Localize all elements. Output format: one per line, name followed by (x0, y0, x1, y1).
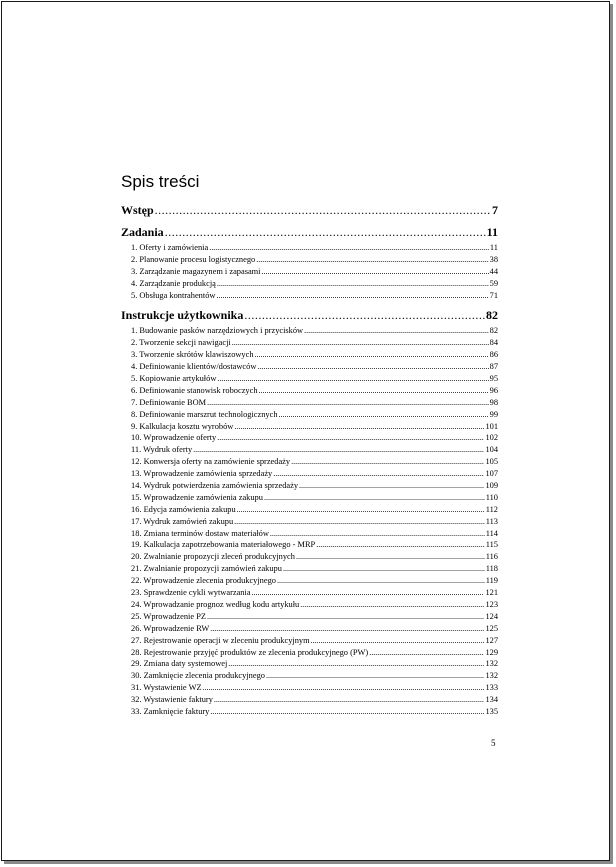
toc-subsection[interactable] (121, 647, 498, 659)
toc-leader-dots (296, 551, 485, 563)
toc-leader-dots (256, 254, 488, 266)
toc-subsection[interactable] (121, 492, 498, 504)
toc-subsection[interactable] (121, 278, 498, 290)
toc-chapter-title: Zadania (121, 225, 164, 239)
toc-leader-dots (259, 385, 489, 397)
toc-subsection-page: 104 (485, 445, 498, 455)
toc-leader-dots (279, 409, 489, 421)
toc-subsection[interactable] (121, 670, 498, 682)
toc-chapter[interactable] (121, 202, 498, 218)
toc-subsection-page: 119 (485, 576, 498, 586)
toc-leader-dots (264, 492, 485, 504)
toc-subsection[interactable] (121, 575, 498, 587)
toc-subsection-title: 18. Zmiana terminów dostaw materiałów (131, 528, 269, 538)
toc-subsection-page: 112 (485, 504, 498, 514)
toc-subsection-title: 3. Zarządzanie magazynem i zapasami (131, 266, 261, 276)
toc-subsection-title: 2. Planowanie procesu logistycznego (131, 254, 256, 264)
toc-subsection-title: 15. Wprowadzenie zamówienia zakupu (131, 492, 263, 502)
toc-leader-dots (207, 397, 488, 409)
toc-subsection-title: 30. Zamknięcie zlecenia produkcyjnego (131, 671, 265, 681)
toc-subsection-page: 116 (485, 552, 498, 562)
toc-subsection[interactable] (121, 635, 498, 647)
toc-leader-dots (270, 528, 485, 540)
toc-chapter-page: 7 (492, 203, 498, 217)
toc-subsection-page: 98 (489, 397, 498, 407)
toc-subsection[interactable] (121, 468, 498, 480)
toc-leader-dots (273, 468, 484, 480)
toc-subsection-title: 16. Edycja zamówienia zakupu (131, 504, 236, 514)
toc-subsection-page: 127 (485, 635, 498, 645)
toc-leader-dots (262, 266, 489, 278)
toc-subsection[interactable] (121, 432, 498, 444)
toc-subsection-page: 121 (485, 588, 498, 598)
toc-leader-dots (266, 670, 484, 682)
toc-subsection-page: 118 (485, 564, 498, 574)
toc-subsection[interactable] (121, 551, 498, 563)
toc-subsection[interactable] (121, 337, 498, 349)
toc-subsection-title: 33. Zamknięcie faktury (131, 706, 210, 716)
toc-subsection[interactable] (121, 254, 498, 266)
toc-subsection-page: 95 (489, 374, 498, 384)
toc-subsection-page: 123 (485, 599, 498, 609)
toc-subsection-title: 4. Definiowanie klientów/dostawców (131, 362, 257, 372)
toc-subsection-page: 134 (485, 695, 498, 705)
toc-leader-dots (228, 658, 484, 670)
document-page (1, 1, 610, 861)
toc-subsection[interactable] (121, 528, 498, 540)
toc-leader-dots (316, 539, 485, 551)
toc-title: Spis treści (121, 172, 200, 191)
toc-chapter[interactable] (121, 307, 498, 323)
toc-subsection-page: 84 (489, 338, 498, 348)
toc-subsection-page: 86 (489, 350, 498, 360)
toc-subsection-title: 9. Kalkulacja kosztu wyrobów (131, 421, 234, 431)
toc-subsection-page: 59 (489, 278, 498, 288)
toc-subsection-title: 1. Oferty i zamówienia (131, 243, 209, 252)
toc-subsection-page: 114 (485, 528, 498, 538)
toc-leader-dots (277, 575, 485, 587)
toc-subsection[interactable] (121, 480, 498, 492)
toc-subsection-page: 115 (485, 540, 498, 550)
toc-subsection-list (121, 325, 498, 717)
toc-subsection-title: 14. Wydruk potwierdzenia zamówienia sprzedaży (131, 481, 299, 491)
toc-leader-dots (299, 480, 484, 492)
toc-subsection-page: 107 (485, 469, 498, 479)
toc-subsection-title: 21. Zwalnianie propozycji zamówień zakupu (131, 564, 282, 574)
toc-subsection-title: 23. Sprawdzenie cykli wytwarzania (131, 588, 251, 598)
toc-subsection[interactable] (121, 623, 498, 635)
toc-subsection-title: 2. Tworzenie sekcji nawigacji (131, 338, 231, 348)
toc-chapter[interactable] (121, 224, 498, 240)
toc-leader-dots (193, 444, 484, 456)
toc-leader-dots (311, 635, 485, 647)
toc-subsection-title: 5. Kopiowanie artykułów (131, 374, 217, 384)
toc-leader-dots (217, 278, 489, 290)
toc-leader-dots (369, 647, 484, 659)
toc-subsection-page: 132 (485, 659, 498, 669)
toc-subsection-page: 124 (485, 611, 498, 621)
toc-subsection-page: 101 (485, 421, 498, 431)
toc-leader-dots (257, 361, 488, 373)
toc-body (121, 202, 498, 718)
toc-subsection-title: 29. Zmiana daty systemowej (131, 659, 228, 669)
page-number: 5 (491, 738, 496, 748)
toc-leader-dots (216, 290, 488, 302)
toc-subsection-title: 27. Rejestrowanie operacji w zleceniu produkcyjnym (131, 635, 310, 645)
toc-leader-dots (244, 307, 485, 323)
toc-leader-dots (234, 421, 484, 433)
toc-subsection-page: 82 (489, 326, 498, 336)
toc-subsection-page: 96 (489, 385, 498, 395)
toc-subsection-title: 31. Wystawienie WZ (131, 683, 202, 693)
toc-leader-dots (217, 432, 484, 444)
toc-subsection-page: 87 (489, 362, 498, 372)
toc-subsection-page: 11 (489, 243, 498, 252)
toc-subsection-page: 109 (485, 481, 498, 491)
toc-subsection-title: 19. Kalkulacja zapotrzebowania materiałowego - MRP (131, 540, 316, 550)
toc-leader-dots (210, 706, 484, 718)
toc-leader-dots (304, 325, 489, 337)
toc-subsection[interactable] (121, 658, 498, 670)
toc-subsection-page: 132 (485, 671, 498, 681)
toc-subsection[interactable] (121, 409, 498, 421)
toc-subsection-title: 12. Konwersja oferty na zamówienie sprzedaży (131, 457, 291, 467)
toc-subsection[interactable] (121, 694, 498, 706)
toc-subsection[interactable] (121, 349, 498, 361)
toc-subsection-title: 24. Wprowadzanie prognoz według kodu artykułu (131, 599, 300, 609)
toc-subsection[interactable] (121, 373, 498, 385)
toc-leader-dots (207, 611, 484, 623)
toc-subsection-title: 1. Budowanie pasków narzędziowych i przycisków (131, 326, 304, 336)
toc-subsection-title: 5. Obsługa kontrahentów (131, 290, 216, 300)
toc-leader-dots (291, 456, 484, 468)
toc-subsection-list (121, 242, 498, 301)
toc-subsection-page: 44 (489, 266, 498, 276)
toc-leader-dots (300, 599, 484, 611)
toc-subsection[interactable] (121, 456, 498, 468)
toc-leader-dots (237, 504, 485, 516)
toc-subsection-page: 110 (485, 492, 498, 502)
toc-subsection-title: 8. Definiowanie marszrut technologicznych (131, 409, 278, 419)
toc-subsection-title: 20. Zwalnianie propozycji zleceń produkcyjnych (131, 552, 295, 562)
toc-subsection-page: 105 (485, 457, 498, 467)
toc-subsection-page: 129 (485, 647, 498, 657)
toc-subsection[interactable] (121, 361, 498, 373)
toc-leader-dots (252, 587, 485, 599)
toc-subsection-title: 11. Wydruk oferty (131, 445, 193, 455)
toc-leader-dots (217, 373, 488, 385)
toc-subsection[interactable] (121, 325, 498, 337)
toc-subsection[interactable] (121, 504, 498, 516)
toc-subsection[interactable] (121, 563, 498, 575)
toc-subsection-title: 32. Wystawienie faktury (131, 695, 213, 705)
toc-subsection-title: 13. Wprowadzenie zamówienia sprzedaży (131, 469, 273, 479)
toc-subsection-page: 71 (489, 290, 498, 300)
toc-chapter-page: 11 (486, 225, 498, 239)
toc-subsection-page: 102 (485, 433, 498, 443)
toc-chapter-title: Instrukcje użytkownika (121, 308, 244, 323)
toc-subsection[interactable] (121, 266, 498, 278)
toc-subsection-page: 133 (485, 683, 498, 693)
toc-subsection[interactable] (121, 539, 498, 551)
toc-subsection[interactable] (121, 611, 498, 623)
toc-subsection[interactable] (121, 706, 498, 718)
toc-leader-dots (155, 202, 491, 218)
toc-subsection-title: 26. Wprowadzenie RW (131, 623, 210, 633)
toc-subsection-title: 6. Definiowanie stanowisk roboczych (131, 385, 258, 395)
toc-leader-dots (165, 224, 486, 240)
toc-leader-dots (255, 349, 489, 361)
table-of-contents (121, 172, 498, 718)
toc-subsection[interactable] (121, 587, 498, 599)
toc-subsection[interactable] (121, 421, 498, 433)
toc-subsection-title: 3. Tworzenie skrótów klawiszowych (131, 350, 254, 360)
toc-subsection[interactable] (121, 242, 498, 254)
toc-subsection[interactable] (121, 682, 498, 694)
toc-subsection-page: 135 (485, 706, 498, 716)
toc-subsection-title: 17. Wydruk zamówień zakupu (131, 516, 234, 526)
toc-subsection-title: 25. Wprowadzenie PZ (131, 611, 206, 621)
toc-subsection-page: 113 (485, 516, 498, 526)
toc-subsection[interactable] (121, 444, 498, 456)
toc-leader-dots (214, 694, 485, 706)
toc-subsection-page: 99 (489, 409, 498, 419)
toc-subsection[interactable] (121, 397, 498, 409)
toc-leader-dots (203, 682, 485, 694)
toc-subsection-title: 7. Definiowanie BOM (131, 397, 207, 407)
toc-subsection-page: 125 (485, 623, 498, 633)
toc-subsection[interactable] (121, 290, 498, 302)
toc-subsection-title: 22. Wprowadzenie zlecenia produkcyjnego (131, 576, 276, 586)
toc-chapter-page: 82 (486, 308, 498, 323)
toc-leader-dots (283, 563, 485, 575)
toc-subsection-title: 28. Rejestrowanie przyjęć produktów ze zlecenia produkcyjnego (PW) (131, 647, 369, 657)
toc-leader-dots (234, 516, 485, 528)
toc-subsection-title: 4. Zarządzanie produkcją (131, 278, 216, 288)
toc-chapter-title: Wstęp (121, 203, 154, 217)
toc-leader-dots (210, 623, 484, 635)
toc-subsection-title: 10. Wprowadzenie oferty (131, 433, 217, 443)
toc-subsection-page: 38 (489, 254, 498, 264)
toc-subsection[interactable] (121, 385, 498, 397)
toc-leader-dots (232, 337, 489, 349)
toc-subsection[interactable] (121, 599, 498, 611)
toc-leader-dots (209, 242, 489, 254)
toc-subsection[interactable] (121, 516, 498, 528)
